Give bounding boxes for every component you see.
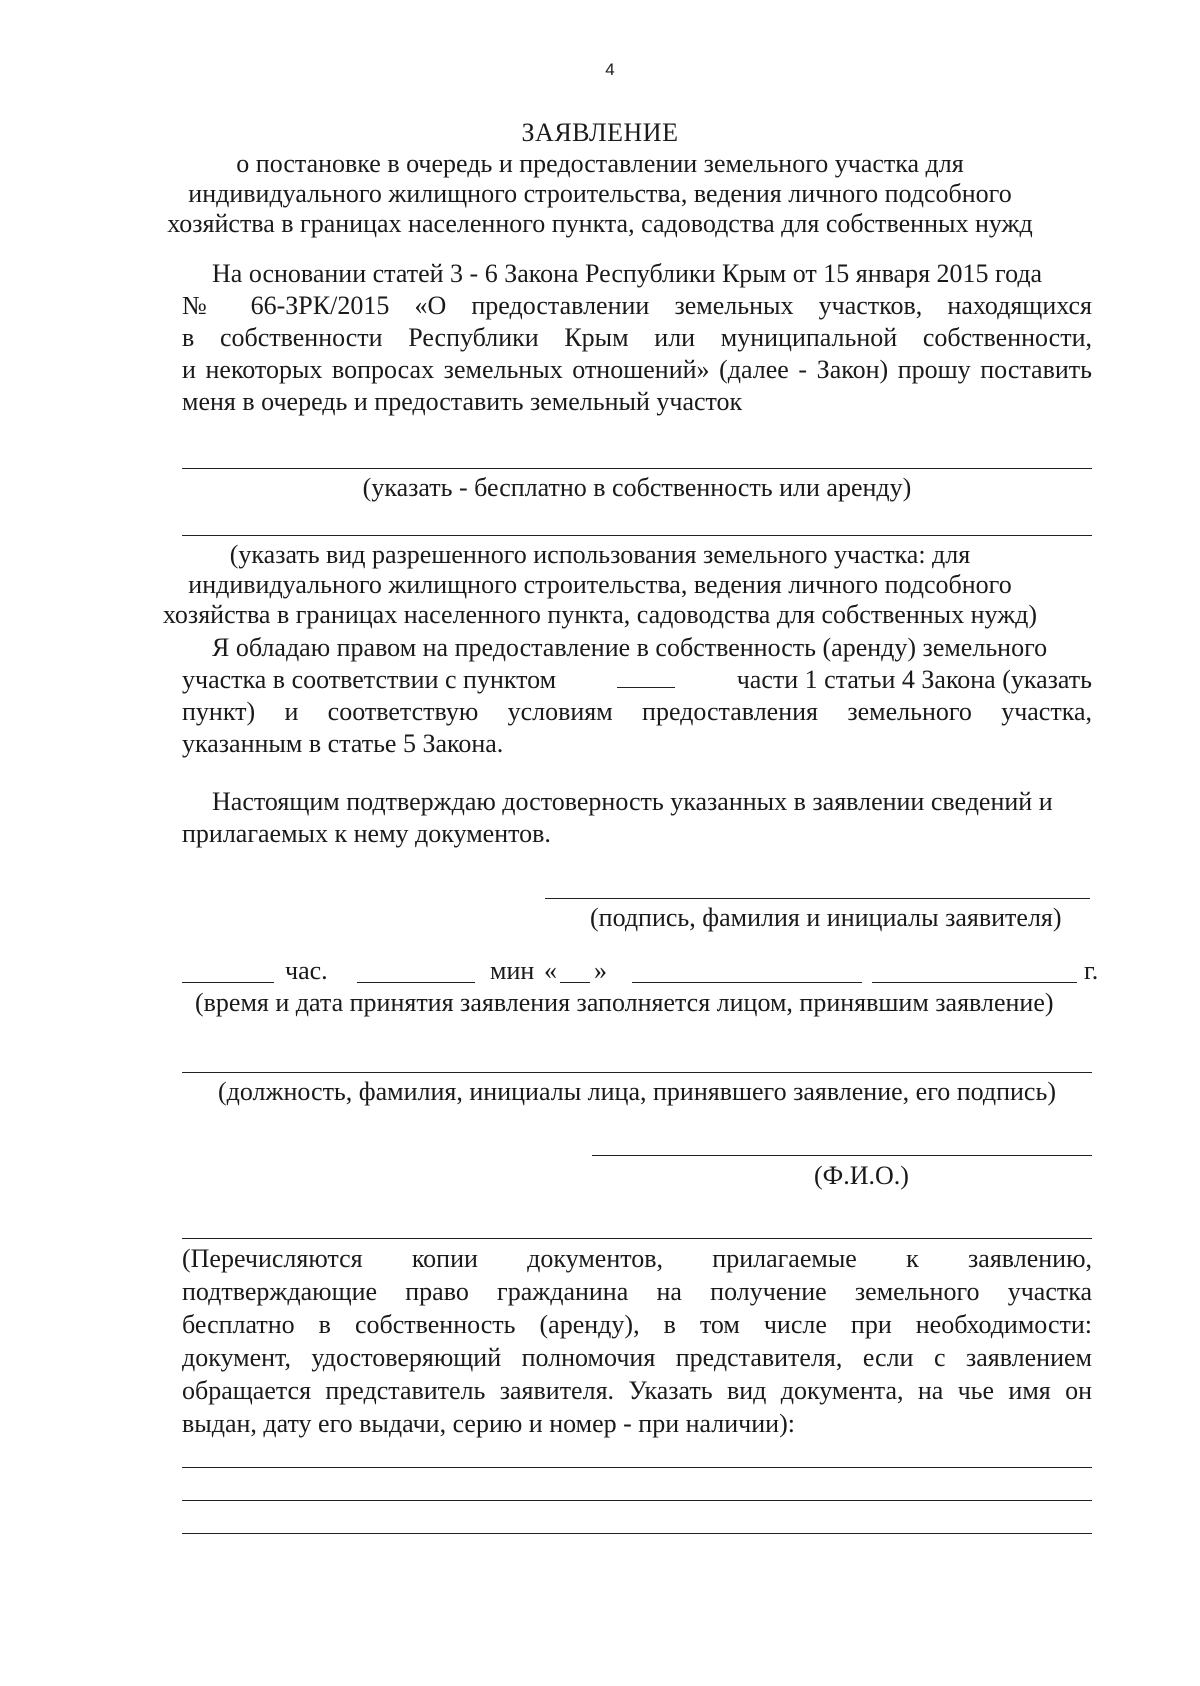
para2-line-2-after: части 1 статьи 4 Закона (указать: [736, 665, 1092, 694]
signature-hint: (подпись, фамилия и инициалы заявителя): [590, 903, 1062, 932]
docs-line-4: документ, удостоверяющий полномочия представителя, если с заявлением: [182, 1343, 1092, 1372]
page-number: 4: [605, 60, 615, 79]
documents-fill-line-1[interactable]: [182, 1467, 1092, 1468]
point-number-blank[interactable]: [617, 665, 675, 688]
docs-line-3: бесплатно в собственность (аренду), в том числе при необходимости:: [182, 1310, 1092, 1339]
ownership-hint: (указать - бесплатно в собственность или аренду): [362, 473, 912, 502]
day-blank[interactable]: [560, 960, 590, 983]
document-title: ЗАЯВЛЕНИЕ: [521, 118, 679, 147]
para3-line-1: Настоящим подтверждаю достоверность указанных в заявлении сведений и: [212, 787, 1053, 816]
fio-line[interactable]: [592, 1155, 1092, 1156]
subtitle-line-1: о постановке в очередь и предоставлении земельного участка для: [236, 149, 964, 178]
para2-line-1: Я обладаю правом на предоставление в собственность (аренду) земельного: [212, 633, 1048, 662]
use-hint-line-3: хозяйства в границах населенного пункта, садоводства для собственных нужд): [162, 600, 1038, 629]
minute-blank[interactable]: [357, 960, 475, 983]
para1-line-5: меня в очередь и предоставить земельный участок: [182, 387, 743, 416]
fio-hint: (Ф.И.О.): [814, 1161, 909, 1190]
time-hint: (время и дата принятия заявления заполняется лицом, принявшим заявление): [195, 988, 1054, 1017]
subtitle-line-3: хозяйства в границах населенного пункта, садоводства для собственных нужд: [167, 209, 1033, 238]
subtitle-line-2: индивидуального жилищного строительства, ведения личного подсобного: [188, 179, 1012, 208]
official-signature-line[interactable]: [182, 1072, 1092, 1073]
year-label: г.: [1084, 956, 1099, 985]
year-blank[interactable]: [872, 960, 1077, 983]
para1-line-2: № 66-ЗРК/2015 «О предоставлении земельных участков, находящихся: [182, 291, 1092, 320]
para2-line-4: указанным в статье 5 Закона.: [182, 729, 504, 758]
month-blank[interactable]: [632, 960, 862, 983]
use-hint-line-1: (указать вид разрешенного использования земельного участка: для: [229, 540, 971, 569]
hour-label: час.: [285, 956, 328, 985]
para2-line-3: пункт) и соответствую условиям предоставления земельного участка,: [182, 697, 1092, 726]
applicant-signature-line[interactable]: [545, 898, 1090, 899]
hour-blank[interactable]: [182, 960, 274, 983]
quote-open: «: [544, 956, 557, 985]
docs-line-1: (Перечисляются копии документов, прилагаемые к заявлению,: [182, 1244, 1092, 1273]
quote-close: »: [594, 956, 607, 985]
docs-line-5: обращается представитель заявителя. Указать вид документа, на чье имя он: [182, 1376, 1092, 1405]
para1-line-3: в собственности Республики Крым или муниципальной собственности,: [182, 323, 1092, 352]
para1-line-1: На основании статей 3 - 6 Закона Республики Крым от 15 января 2015 года: [212, 259, 1043, 288]
documents-top-line[interactable]: [182, 1238, 1092, 1239]
minute-label: мин: [490, 956, 535, 985]
official-hint: (должность, фамилия, инициалы лица, принявшего заявление, его подпись): [217, 1077, 1056, 1106]
ownership-fill-line[interactable]: [182, 468, 1092, 469]
para1-line-4: и некоторых вопросах земельных отношений» (далее - Закон) прошу поставить: [182, 355, 1092, 384]
para2-line-2-before: участка в соответствии с пунктом: [182, 665, 557, 694]
docs-line-2: подтверждающие право гражданина на получение земельного участка: [182, 1277, 1092, 1306]
documents-fill-line-2[interactable]: [182, 1500, 1092, 1501]
time-date-line: [182, 955, 1099, 989]
docs-line-6: выдан, дату его выдачи, серию и номер - при наличии):: [182, 1409, 795, 1438]
para3-line-2: прилагаемых к нему документов.: [182, 819, 551, 848]
para2-line-2: [182, 664, 1092, 696]
use-hint-line-2: индивидуального жилищного строительства, ведения личного подсобного: [188, 570, 1012, 599]
permitted-use-fill-line[interactable]: [182, 535, 1092, 536]
documents-fill-line-3[interactable]: [182, 1533, 1092, 1534]
